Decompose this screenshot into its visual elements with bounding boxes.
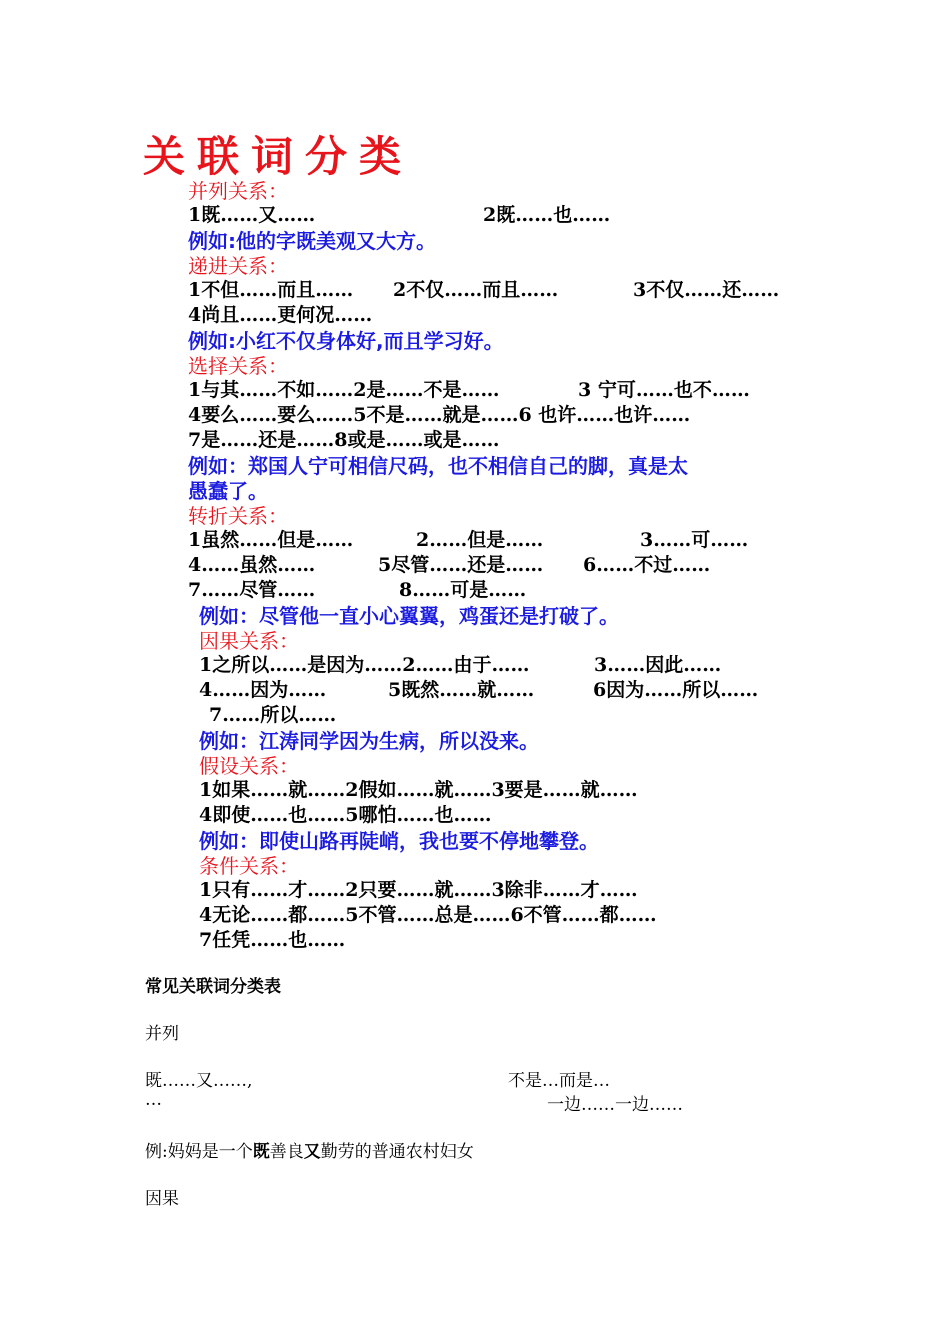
pattern-line: 5既然……就…… — [388, 679, 535, 701]
pattern-line: 3 宁可……也不…… — [578, 379, 750, 401]
section-heading-hypothesis: 假设关系： — [199, 754, 299, 778]
section-heading-progressive: 递进关系： — [188, 254, 288, 278]
pattern-line: 2……但是…… — [416, 529, 544, 551]
pattern-line: 7是……还是……8或是……或是…… — [188, 429, 500, 451]
table-title: 常见关联词分类表 — [145, 977, 281, 997]
pattern-line: 7任凭……也…… — [199, 929, 346, 951]
section-heading-condition: 条件关系： — [199, 854, 299, 878]
pattern-line: 1之所以……是因为……2……由于…… — [199, 654, 530, 676]
section-heading-choice: 选择关系： — [188, 354, 288, 378]
example-sentence: 例如:他的字既美观又大方。 — [188, 229, 436, 253]
pattern-line: 7……所以…… — [209, 704, 337, 726]
category-label: 并列 — [145, 1024, 179, 1044]
pattern-line: 1不但……而且…… — [188, 279, 354, 301]
example-sentence: 例如：即使山路再陡峭，我也要不停地攀登。 — [199, 829, 599, 853]
pattern-line: 7……尽管…… — [188, 579, 316, 601]
pattern-line: 4尚且……更何况…… — [188, 304, 373, 326]
example-sentence: 例如：郑国人宁可相信尺码，也不相信自己的脚，真是太 — [188, 454, 688, 478]
example-sentence: 例如：尽管他一直小心翼翼，鸡蛋还是打破了。 — [199, 604, 619, 628]
category-label: 因果 — [145, 1189, 179, 1209]
example-text: 善良 — [269, 1142, 304, 1162]
pattern-line: 2不仅……而且…… — [393, 279, 559, 301]
pattern-line: 1与其……不如……2是……不是…… — [188, 379, 500, 401]
example-keyword: 既 — [252, 1142, 270, 1162]
pattern-text: 一边……一边…… — [547, 1095, 683, 1115]
section-heading-contrast: 转折关系： — [188, 504, 288, 528]
pattern-line: 4即使……也……5哪怕……也…… — [199, 804, 492, 826]
pattern-line: 8……可是…… — [399, 579, 527, 601]
pattern-line: 4……虽然…… — [188, 554, 316, 576]
pattern-text: 不是…而是… — [508, 1071, 610, 1091]
pattern-line: 4要么……要么……5不是……就是……6 也许……也许…… — [188, 404, 691, 426]
pattern-line: 1只有……才……2只要……就……3除非……才…… — [199, 879, 638, 901]
pattern-line: 6……不过…… — [583, 554, 711, 576]
pattern-line: 1既……又…… — [188, 204, 316, 226]
pattern-line: 4……因为…… — [199, 679, 327, 701]
pattern-line: 4无论……都……5不管……总是……6不管……都…… — [199, 904, 657, 926]
example-sentence — [145, 1137, 474, 1162]
example-sentence: 例如:小红不仅身体好,而且学习好。 — [188, 329, 504, 353]
pattern-line: 6因为……所以…… — [593, 679, 759, 701]
pattern-line: 2既……也…… — [483, 204, 611, 226]
page-title: 关联词分类 — [143, 132, 414, 181]
pattern-line: 1虽然……但是…… — [188, 529, 354, 551]
section-heading-cause: 因果关系： — [199, 629, 299, 653]
pattern-line: 5尽管……还是…… — [378, 554, 544, 576]
example-keyword: 又 — [303, 1142, 321, 1162]
example-text: 例:妈妈是一个 — [145, 1142, 253, 1162]
example-sentence: 愚蠢了。 — [188, 479, 268, 503]
pattern-line: 3……因此…… — [594, 654, 722, 676]
pattern-line: 1如果……就……2假如……就……3要是……就…… — [199, 779, 638, 801]
pattern-line: 3不仅……还…… — [633, 279, 780, 301]
section-heading-parallel: 并列关系： — [188, 179, 288, 203]
pattern-text: … — [145, 1090, 162, 1110]
pattern-line: 3……可…… — [640, 529, 749, 551]
example-sentence: 例如：江涛同学因为生病，所以没来。 — [199, 729, 539, 753]
example-text: 勤劳的普通农村妇女 — [320, 1142, 474, 1162]
pattern-text: 既……又……, — [145, 1071, 253, 1091]
